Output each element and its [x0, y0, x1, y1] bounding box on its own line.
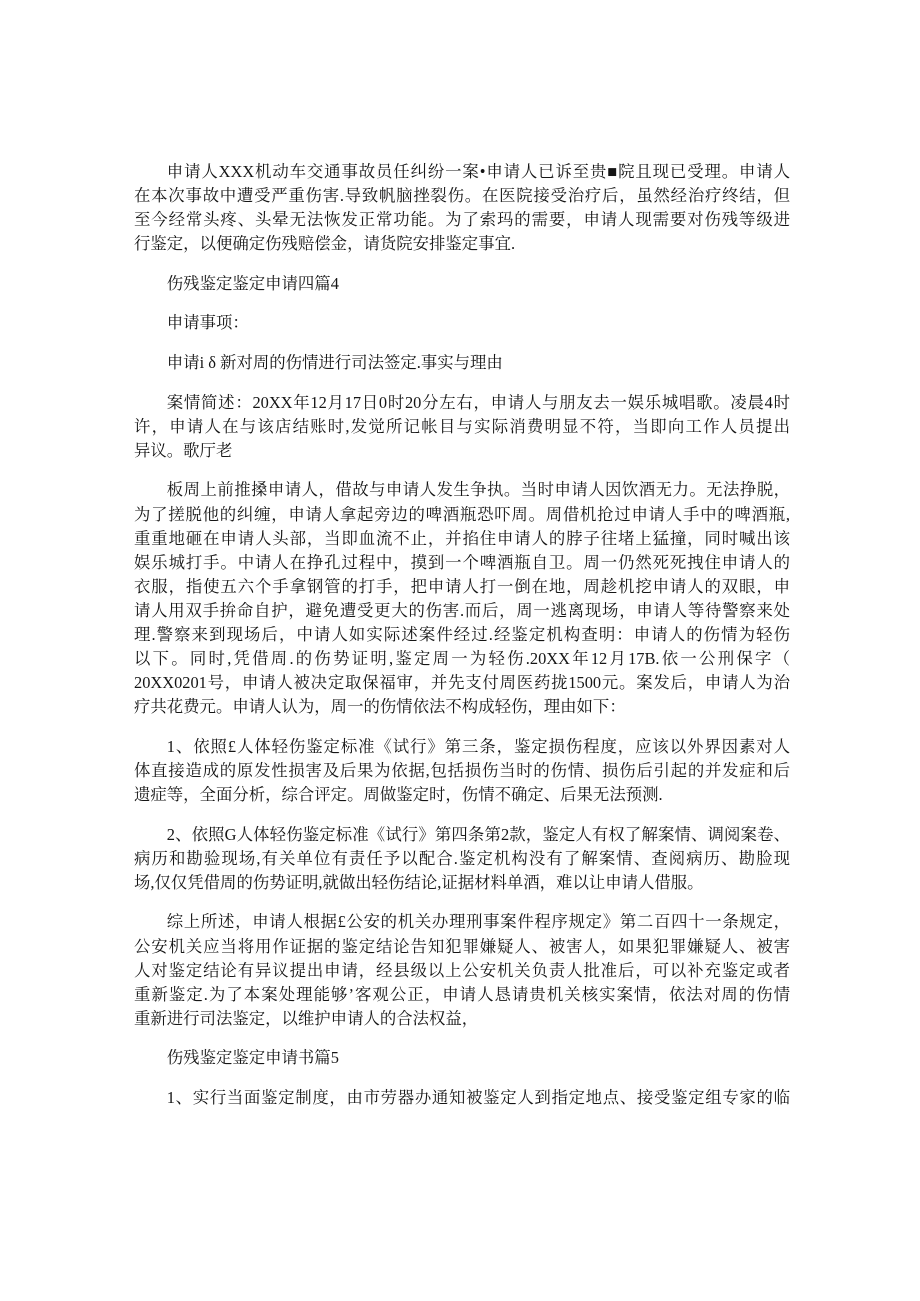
paragraph-line: 体直接造成的原发性损害及后果为依据,包括损伤当时的伤情、损伤后引起的并发症和后 [134, 760, 790, 780]
application-request [134, 351, 790, 375]
paragraph-line: 重新鉴定.为了本案处理能够’客观公正，申请人恳请贵机关核实案情，依法对周的伤情 [134, 984, 790, 1004]
section-heading-text: 伤残鉴定鉴定申请四篇4 [166, 273, 339, 293]
paragraph-line: 1、实行当面鉴定制度，由市劳器办通知被鉴定人到指定地点、接受鉴定组专家的临 [166, 1088, 790, 1107]
paragraph-line: 疗共花费元。申请人认为，周一的伤情依法不构成轻伤，理由如下： [134, 697, 626, 717]
paragraph-line: 异议。歌厅老 [134, 440, 233, 460]
paragraph-line: 许，申请人在与该店结账时,发觉所记帐目与实际消费明显不符，当即向工作人员提出 [134, 416, 790, 436]
paragraph-line: 以下。同时,凭借周.的伤势证明,鉴定周一为轻伤.20XX年12月17B.依一公刑保字（ [134, 649, 790, 669]
paragraph-line: 为了搓脱他的纠缠，申请人拿起旁边的啤酒瓶恐吓周。周借机抢过申请人手中的啤酒瓶, [134, 504, 790, 524]
paragraph-line: 申请i δ 新对周的伤情进行司法签定.事实与理由 [166, 353, 503, 373]
paragraph-line: 申请人XXX机动车交通事故员任纠纷一案•申请人已诉至贵■院且现已受理。申请人 [166, 162, 790, 181]
paragraph-line: 衣服，指使五六个手拿钢管的打手，把申请人打一倒在地，周趁机挖申请人的双眼，申 [134, 576, 790, 596]
case-details-paragraph [134, 478, 790, 719]
paragraph-line: 人对鉴定结论有异议提出申请，经县级以上公安机关负责人批准后，可以补充鉴定或者 [134, 960, 790, 980]
paragraph-line: 行鉴定，以便确定伤残赔偿金，请货院安排鉴定事宜. [134, 234, 516, 254]
paragraph-line: 重重地砸在申请人头部，当即血流不止，并掐住申请人的脖子往堵上猛撞，同时喊出该 [134, 528, 790, 548]
paragraph-line: 至今经常头疼、头晕无法恢发正常功能。为了索玛的需要，申请人现需要对伤残等级进 [134, 210, 790, 230]
paragraph-line: 申请事项： [166, 313, 249, 333]
conclusion-paragraph [134, 910, 790, 1030]
section-heading-text: 伤残鉴定鉴定申请书篇5 [166, 1048, 339, 1068]
section-heading [134, 1046, 790, 1070]
paragraph-line: 板周上前推搡申请人，借故与申请人发生争执。当时申请人因饮酒无力。无法挣脱， [166, 480, 790, 500]
paragraph-line: 病历和勘验现场,有关单位有责任予以配合.鉴定机构没有了解案情、查阅病历、勘脸现 [134, 848, 790, 868]
application-items-label [134, 311, 790, 335]
intro-paragraph [134, 160, 790, 256]
paragraph-line: 1、依照£人体轻伤鉴定标准《试行》第三条，鉴定损伤程度，应该以外界因素对人 [166, 736, 790, 756]
case-summary-paragraph [134, 391, 790, 463]
procedure-item-1 [134, 1086, 790, 1110]
document-body [134, 160, 790, 1126]
paragraph-line: 综上所述，申请人根据£公安的机关办理刑事案件程序规定》第二百四十一条规定， [166, 912, 790, 932]
paragraph-line: 2、依照G人体轻伤鉴定标准《试行》第四条第2款，鉴定人有权了解案情、调阅案卷、 [166, 824, 790, 844]
paragraph-line: 在本次事故中遭受严重伤害.导致帆脑挫裂伤。在医院接受治疗后，虽然经治疗终结，但 [134, 186, 790, 206]
reason-1-paragraph [134, 735, 790, 807]
section-heading [134, 272, 790, 296]
paragraph-line: 公安机关应当将用作证据的鉴定结论告知犯罪嫌疑人、被害人，如果犯罪嫌疑人、被害 [134, 936, 790, 956]
paragraph-line: 遗症等，全面分析，综合评定。周做鉴定时，伤情不确定、后果无法预测. [134, 785, 663, 805]
reason-2-paragraph [134, 823, 790, 895]
paragraph-line: 理.警察来到现场后，中请人如实际述案件经过.经鉴定机构查明：申请人的伤情为轻伤 [134, 625, 790, 644]
paragraph-line: 重新进行司法鉴定，以维护申请人的合法权益， [134, 1008, 479, 1028]
paragraph-line: 案情简述：20XX年12月17日0时20分左右，申请人与朋友去一娱乐城唱歌。凌晨4时 [166, 392, 790, 412]
paragraph-line: 请人用双手拚命自护，避免遭受更大的伤害.而后，周一逃离现场，申请人等待警察来处 [134, 600, 790, 620]
paragraph-line: 20XX0201号，申请人被决定取保福审，并先支付周医药拢1500元。案发后，申请人为治 [134, 673, 790, 693]
paragraph-line: 场,仅仅凭借周的伤势证明,就做出轻伤结论,证据材料单酒，难以让申请人借服。 [134, 872, 704, 892]
paragraph-line: 娱乐城打手。中请人在挣孔过程中，摸到一个啤酒瓶自卫。周一仍然死死拽住申请人的 [134, 552, 790, 572]
